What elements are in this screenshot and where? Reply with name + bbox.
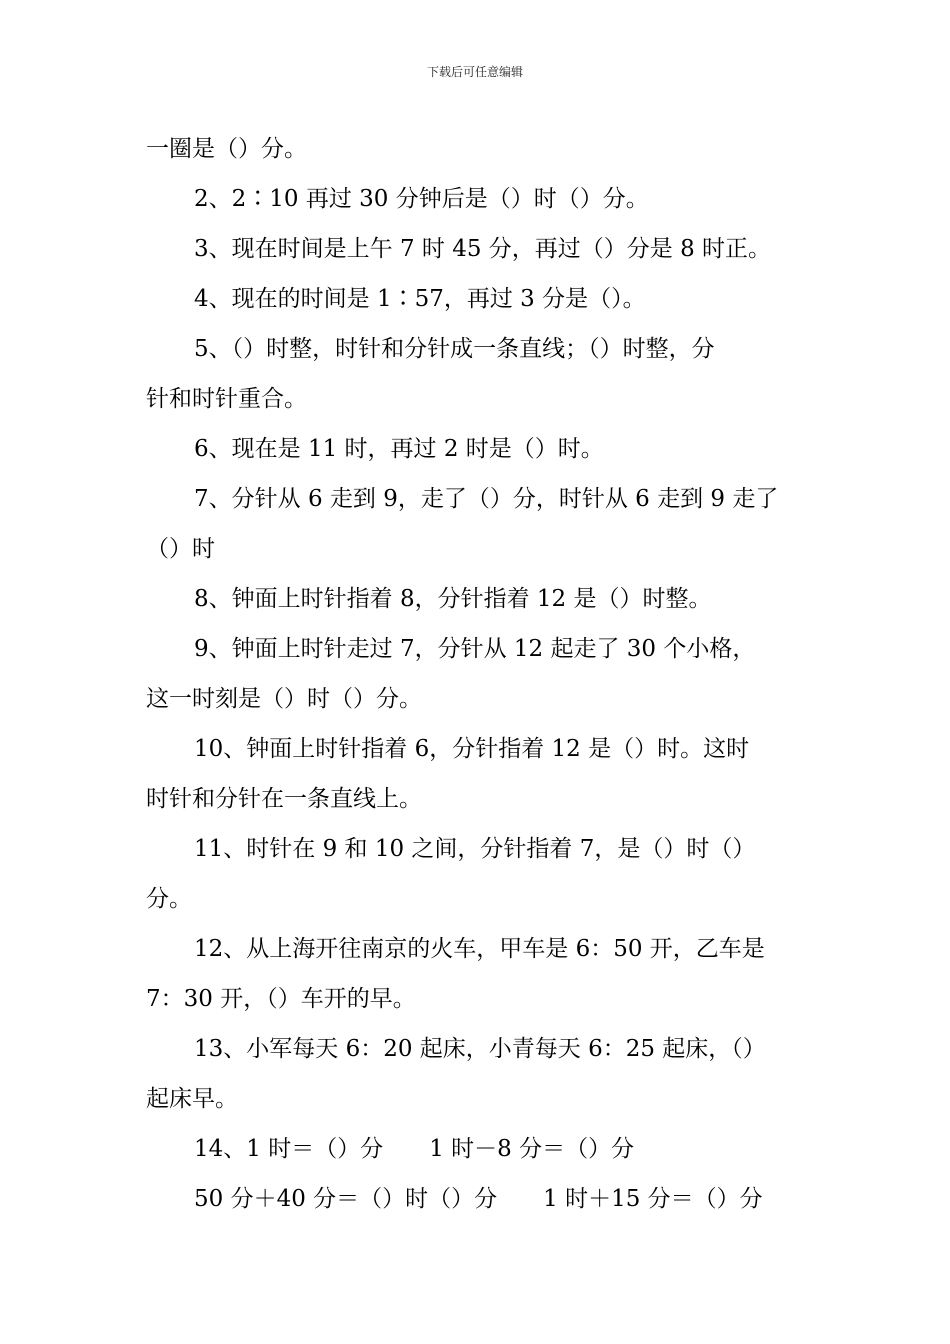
text-line-22: 50 分＋40 分＝（）时（）分 1 时＋15 分＝（）分 <box>194 1186 763 1212</box>
text-line-18: 7：30 开，（）车开的早。 <box>146 986 416 1012</box>
text-line-8: 7、分针从 6 走到 9，走了（）分，时针从 6 走到 9 走了 <box>194 486 779 512</box>
text-line-1: 一圈是（）分。 <box>146 136 307 162</box>
page-header: 下载后可任意编辑 <box>426 65 523 79</box>
text-line-11: 9、钟面上时针走过 7，分针从 12 起走了 30 个小格， <box>194 636 756 662</box>
text-line-6: 针和时针重合。 <box>146 386 307 412</box>
text-line-13: 10、钟面上时针指着 6，分针指着 12 是（）时。这时 <box>194 736 750 762</box>
text-line-19: 13、小军每天 6：20 起床，小青每天 6：25 起床，（） <box>194 1036 766 1062</box>
text-line-4: 4、现在的时间是 1∶57，再过 3 分是（）。 <box>194 286 646 312</box>
text-line-14: 时针和分针在一条直线上。 <box>146 786 422 812</box>
text-line-21: 14、1 时＝（）分 1 时－8 分＝（）分 <box>194 1136 635 1162</box>
text-line-15: 11、时针在 9 和 10 之间，分针指着 7，是（）时（） <box>194 836 756 862</box>
text-line-7: 6、现在是 11 时，再过 2 时是（）时。 <box>194 436 604 462</box>
text-line-20: 起床早。 <box>146 1086 238 1112</box>
document-body <box>146 124 816 1224</box>
text-line-5: 5、（）时整，时针和分针成一条直线；（）时整，分 <box>194 336 715 362</box>
text-line-17: 12、从上海开往南京的火车，甲车是 6：50 开，乙车是 <box>194 936 765 962</box>
text-line-10: 8、钟面上时针指着 8，分针指着 12 是（）时整。 <box>194 586 712 612</box>
text-line-9: （）时 <box>146 536 215 562</box>
text-line-3: 3、现在时间是上午 7 时 45 分，再过（）分是 8 时正。 <box>194 236 772 262</box>
text-line-12: 这一时刻是（）时（）分。 <box>146 686 422 712</box>
text-line-16: 分。 <box>146 886 192 912</box>
text-line-2: 2、2∶10 再过 30 分钟后是（）时（）分。 <box>194 186 649 212</box>
